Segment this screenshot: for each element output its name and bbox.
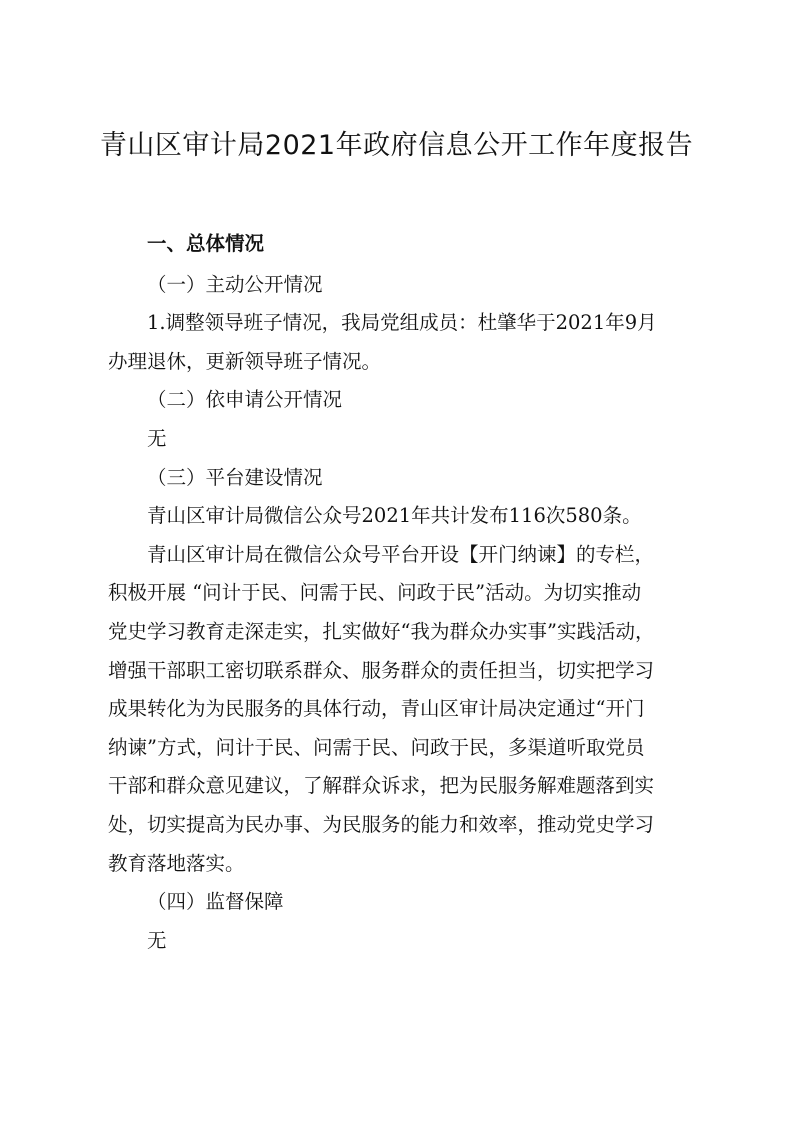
subsection-heading-platform: （三）平台建设情况 [147, 465, 323, 489]
subsection-heading-on-request: （二）依申请公开情况 [147, 388, 343, 412]
document-body [108, 225, 694, 960]
text-line: 纳谏”方式，问计于民、问需于民、问政于民，多渠道听取党员 [108, 735, 645, 759]
text-line: 成果转化为为民服务的具体行动，青山区审计局决定通过“开门 [108, 697, 645, 721]
text-line: 党史学习教育走深走实，扎实做好“我为群众办实事”实践活动， [108, 619, 655, 643]
section-heading-overview: 一、总体情况 [147, 232, 265, 255]
text-line: 干部和群众意见建议，了解群众诉求，把为民服务解难题落到实 [108, 774, 655, 798]
text-line: 青山区审计局在微信公众号平台开设【开门纳谏】的专栏， [147, 542, 655, 566]
text-line: 积极开展 “问计于民、问需于民、问政于民”活动。为切实推动 [108, 581, 642, 605]
text-line: 处，切实提高为民办事、为民服务的能力和效率，推动党史学习 [108, 812, 655, 836]
subsection-heading-proactive: （一）主动公开情况 [147, 272, 323, 296]
text-line: 增强干部职工密切联系群众、服务群众的责任担当，切实把学习 [108, 658, 655, 682]
paragraph-supervision: 无 [147, 928, 167, 952]
document-title: 青山区审计局2021年政府信息公开工作年度报告 [99, 130, 694, 161]
paragraph-on-request: 无 [147, 426, 167, 450]
paragraph-platform-column [108, 536, 694, 883]
text-line: 教育落地落实。 [108, 851, 245, 875]
subsection-heading-supervision: （四）监督保障 [147, 890, 284, 914]
paragraph-platform-stats: 青山区审计局微信公众号2021年共计发布116次580条。 [147, 504, 642, 528]
text-line: 办理退休，更新领导班子情况。 [108, 349, 382, 373]
paragraph-proactive [108, 304, 694, 381]
text-line: 1.调整领导班子情况，我局党组成员：杜肇华于2021年9月 [147, 311, 657, 335]
